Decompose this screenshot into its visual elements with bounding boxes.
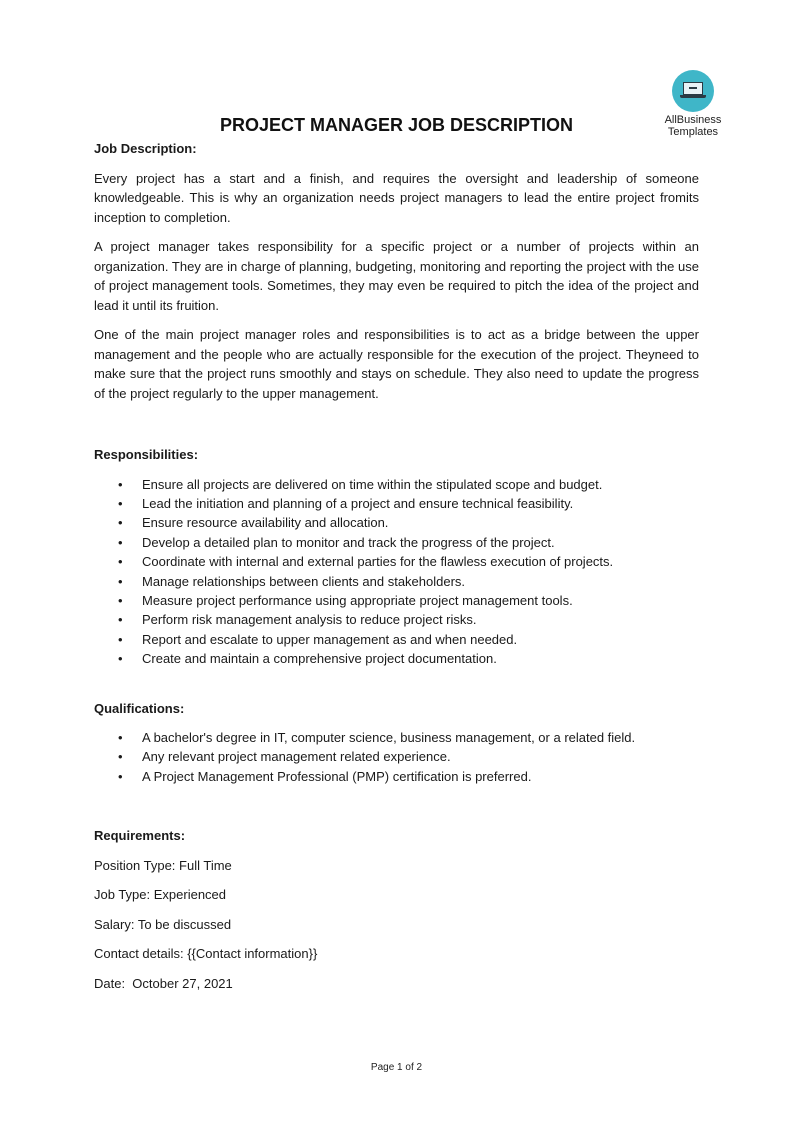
list-item-text: Any relevant project management related experience. bbox=[142, 749, 451, 765]
bullet-icon: • bbox=[118, 631, 123, 647]
list-item bbox=[94, 513, 699, 532]
list-item-text: Lead the initiation and planning of a project and ensure technical feasibility. bbox=[142, 495, 574, 511]
bullet-icon: • bbox=[118, 476, 123, 492]
position-type: Position Type: Full Time bbox=[94, 857, 232, 873]
list-item-text: Report and escalate to upper management as and when needed. bbox=[142, 631, 518, 647]
list-item bbox=[94, 747, 699, 766]
logo-line-2: Templates bbox=[667, 126, 719, 138]
bullet-icon: • bbox=[118, 592, 123, 608]
salary: Salary: To be discussed bbox=[94, 916, 232, 932]
bullet-icon: • bbox=[118, 651, 123, 667]
responsibilities-heading: Responsibilities: bbox=[94, 447, 199, 462]
document-body bbox=[94, 139, 699, 993]
list-item-text: Ensure all projects are delivered on time within the stipulated scope and budget. bbox=[142, 476, 603, 492]
responsibilities-list bbox=[94, 475, 699, 669]
requirements-heading: Requirements: bbox=[94, 828, 186, 844]
job-description-paragraph: Every project has a start and a finish, and requires the oversight and leadership of someone knowledgeable. This is why an organization needs project managers to lead the entire project fromits inception to completion. bbox=[94, 170, 699, 225]
list-item-text: Create and maintain a comprehensive project documentation. bbox=[142, 651, 497, 667]
list-item-text: A bachelor's degree in IT, computer science, business management, or a related field. bbox=[142, 730, 636, 746]
bullet-icon: • bbox=[118, 554, 123, 570]
job-type: Job Type: Experienced bbox=[94, 887, 227, 903]
list-item bbox=[94, 649, 699, 668]
job-description-paragraph: A project manager takes responsibility for a specific project or a number of projects within an organization. They are in charge of planning, budgeting, monitoring and reporting the project with the use of project management tools. Sometimes, they may even be required to pitch the idea of the project and lead it until its fruition. bbox=[94, 239, 699, 313]
list-item bbox=[94, 767, 699, 786]
list-item bbox=[94, 552, 699, 571]
page-number: Page 1 of 2 bbox=[370, 1062, 423, 1073]
contact-details: Contact details: {{Contact information}} bbox=[94, 946, 318, 962]
list-item bbox=[94, 610, 699, 629]
document-title: PROJECT MANAGER JOB DESCRIPTION bbox=[219, 115, 574, 135]
list-item bbox=[94, 533, 699, 552]
bullet-icon: • bbox=[118, 612, 123, 628]
qualifications-list bbox=[94, 728, 699, 786]
list-item-text: Perform risk management analysis to reduce project risks. bbox=[142, 612, 477, 628]
bullet-icon: • bbox=[118, 768, 123, 784]
list-item-text: Coordinate with internal and external parties for the flawless execution of projects. bbox=[142, 554, 614, 570]
bullet-icon: • bbox=[118, 730, 123, 746]
list-item bbox=[94, 591, 699, 610]
qualifications-heading: Qualifications: bbox=[94, 700, 185, 716]
laptop-icon bbox=[672, 70, 714, 112]
list-item-text: A Project Management Professional (PMP) certification is preferred. bbox=[142, 768, 532, 784]
bullet-icon: • bbox=[118, 749, 123, 765]
bullet-icon: • bbox=[118, 515, 123, 531]
list-item-text: Manage relationships between clients and stakeholders. bbox=[142, 573, 466, 589]
list-item bbox=[94, 475, 699, 494]
bullet-icon: • bbox=[118, 534, 123, 550]
date: Date: October 27, 2021 bbox=[94, 975, 233, 991]
list-item bbox=[94, 494, 699, 513]
job-description-heading: Job Description: bbox=[94, 141, 197, 156]
list-item-text: Develop a detailed plan to monitor and track the progress of the project. bbox=[142, 534, 555, 550]
bullet-icon: • bbox=[118, 495, 123, 511]
bullet-icon: • bbox=[118, 573, 123, 589]
job-description-paragraph: One of the main project manager roles and responsibilities is to act as a bridge between the upper management and the people who are actually responsible for the execution of the project. Theyneed to make sure that the project runs smoothly and stays on schedule. They also need to update the progress of the project regularly to the upper management. bbox=[94, 327, 699, 401]
list-item bbox=[94, 728, 699, 747]
list-item-text: Measure project performance using appropriate project management tools. bbox=[142, 592, 573, 608]
list-item-text: Ensure resource availability and allocation. bbox=[142, 515, 389, 531]
list-item bbox=[94, 572, 699, 591]
logo-line-1: AllBusiness bbox=[664, 114, 722, 126]
list-item bbox=[94, 630, 699, 649]
